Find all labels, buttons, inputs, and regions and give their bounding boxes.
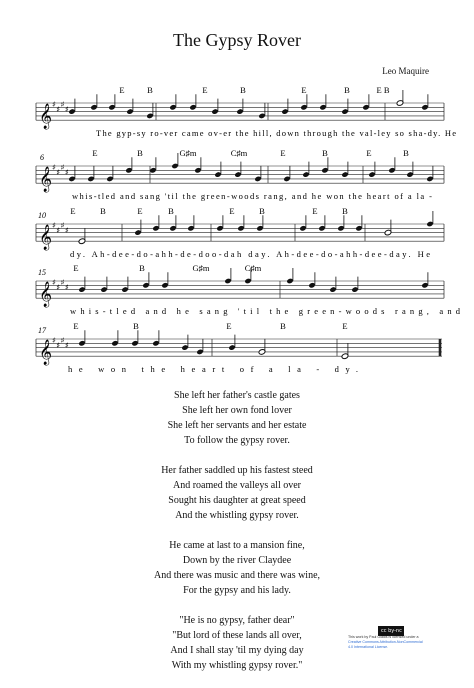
chord-label: C♯m: [244, 263, 262, 273]
license-link[interactable]: 4.0 International License.: [348, 645, 389, 649]
chord-label: E: [70, 206, 76, 216]
chord-label: G♯m: [192, 263, 210, 273]
measure-number: 17: [38, 326, 46, 335]
verse-line: She left her father's castle gates: [174, 390, 300, 401]
sharp-icon: ♯: [56, 105, 61, 114]
verse-line: And there was music and there was wine,: [153, 570, 321, 581]
verse-1: [0, 388, 474, 448]
lyric-line: whis-tled and sang 'til the green-woods rang, and he won the heart of a la -: [72, 191, 432, 202]
chord-label: E: [312, 206, 318, 216]
chord-label: B: [133, 321, 139, 331]
sharp-icon: ♯: [60, 100, 65, 109]
sharp-icon: ♯: [56, 168, 61, 177]
sharp-icon: ♯: [64, 105, 69, 114]
chord-label: B: [342, 206, 348, 216]
sharp-icon: ♯: [60, 336, 65, 345]
sharp-icon: ♯: [52, 100, 56, 109]
chord-label: G♯m: [179, 148, 197, 158]
measure-number: 15: [38, 268, 46, 277]
sharp-icon: ♯: [60, 163, 65, 172]
license-line: This work by Paul Gladis is licensed under a: [348, 635, 419, 639]
chord-label: B: [168, 206, 174, 216]
sharp-icon: ♯: [60, 278, 65, 287]
chord-label: C♯m: [230, 148, 248, 158]
chord-label: B: [280, 321, 286, 331]
chord-label: B: [240, 85, 246, 95]
chord-label: E: [73, 263, 79, 273]
chord-label: E: [301, 85, 307, 95]
chord-label: E: [92, 148, 98, 158]
chord-label: B: [100, 206, 106, 216]
measure-number: 6: [40, 153, 44, 162]
chord-label: E: [137, 206, 143, 216]
chord-label: E: [226, 321, 232, 331]
chord-label: B: [139, 263, 145, 273]
verse-line: Down by the river Claydee: [182, 555, 292, 566]
verse-line: And roamed the valleys all over: [172, 480, 301, 491]
lyric-line: The gyp-sy ro-ver came ov-er the hill, down through the val-ley so sha-dy. He: [96, 128, 457, 139]
treble-clef-icon: 𝄞: [39, 282, 53, 308]
sharp-icon: ♯: [64, 226, 69, 235]
license-notice: [348, 635, 473, 650]
verse-line: "He is no gypsy, father dear": [179, 615, 295, 626]
chord-label: E: [280, 148, 286, 158]
license-badge-text: cc by-nc: [381, 628, 402, 634]
sharp-icon: ♯: [52, 336, 56, 345]
lyric-line: he won the heart of a la - dy.: [68, 364, 358, 375]
verse-line: She left her servants and her estate: [167, 420, 307, 431]
treble-clef-icon: 𝄞: [39, 104, 53, 130]
chord-label: E: [73, 321, 79, 331]
verse-line: He came at last to a mansion fine,: [169, 540, 305, 551]
chord-label: B: [137, 148, 143, 158]
verse-2: [0, 463, 474, 523]
license-link[interactable]: Creative Commons Attribution-NonCommercial: [348, 640, 423, 644]
sharp-icon: ♯: [56, 226, 61, 235]
chord-label: E: [342, 321, 348, 331]
lyric-line: dy. Ah-dee-do-ahh-de-doo-dah day. Ah-dee-do-ahh-dee-day. He: [70, 249, 430, 260]
chord-label: B: [259, 206, 265, 216]
sharp-icon: ♯: [52, 163, 56, 172]
lyric-line: whis-tled and he sang 'til the green-woods rang, and: [70, 306, 460, 317]
sharp-icon: ♯: [60, 221, 65, 230]
verse-line: To follow the gypsy rover.: [184, 435, 290, 446]
chord-label: E: [119, 85, 125, 95]
treble-clef-icon: 𝄞: [39, 340, 53, 366]
chord-label: B: [322, 148, 328, 158]
verse-line: With my whistling gypsy rover.": [171, 660, 303, 671]
chord-label: E: [229, 206, 235, 216]
song-title: The Gypsy Rover: [173, 30, 301, 50]
measure-number: 10: [38, 211, 46, 220]
verse-line: Sought his daughter at great speed: [168, 495, 306, 506]
composer-credit: Leo Maquire: [382, 66, 429, 76]
sharp-icon: ♯: [56, 341, 61, 350]
verse-line: And the whistling gypsy rover.: [175, 510, 299, 521]
verse-line: And I shall stay 'til my dying day: [170, 645, 304, 656]
sharp-icon: ♯: [64, 341, 69, 350]
sharp-icon: ♯: [64, 283, 69, 292]
chord-label: B: [344, 85, 350, 95]
verse-line: For the gypsy and his lady.: [183, 585, 291, 596]
chord-label: E: [366, 148, 372, 158]
sharp-icon: ♯: [52, 278, 56, 287]
chord-label: B: [147, 85, 153, 95]
sharp-icon: ♯: [64, 168, 69, 177]
verse-line: She left her own fond lover: [182, 405, 292, 416]
verse-3: [0, 538, 474, 598]
verse-line: Her father saddled up his fastest steed: [161, 465, 313, 476]
sharp-icon: ♯: [52, 221, 56, 230]
chord-label: B: [403, 148, 409, 158]
sharp-icon: ♯: [56, 283, 61, 292]
chord-label: E: [202, 85, 208, 95]
chord-label: E B: [376, 85, 390, 95]
treble-clef-icon: 𝄞: [39, 225, 53, 251]
treble-clef-icon: 𝄞: [39, 167, 53, 193]
verse-line: "But lord of these lands all over,: [172, 630, 302, 641]
